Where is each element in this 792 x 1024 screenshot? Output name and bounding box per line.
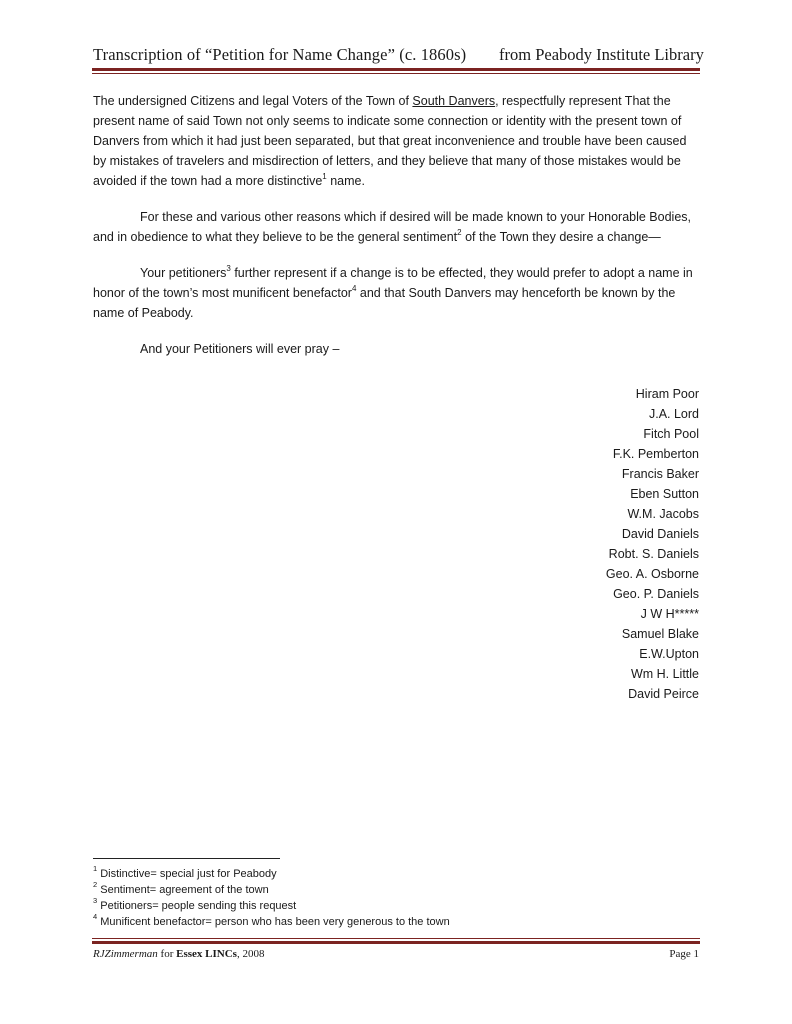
footnote-item: [93, 898, 450, 914]
signature: J.A. Lord: [648, 407, 699, 421]
paragraph-2: [93, 207, 701, 247]
footnote-ref-2: 2: [457, 227, 462, 237]
signature: W.M. Jacobs: [627, 507, 699, 521]
signature: E.W.Upton: [639, 647, 699, 661]
signature: Hiram Poor: [635, 387, 699, 401]
paragraph-4-closing: And your Petitioners will ever pray –: [140, 342, 340, 356]
p1-text-middle: , respectfully represent That the present name of said Town not only seems to indicate some connection or identity with the present town of Danvers from which it had just been separated, but that great inconvenience and trouble have been caused by mistakes of travelers and misdirection of letters, and they believe that many of those mistakes would be avoided if the town had a more distinctive: [93, 94, 687, 188]
signature: Fitch Pool: [643, 427, 699, 441]
footnote-separator: [93, 858, 280, 859]
footnote-number: 3: [93, 896, 98, 906]
page-number: Page 1: [669, 948, 699, 960]
footnote-item: [93, 866, 450, 882]
footer-credit: [93, 948, 264, 960]
footnote-ref-3: 3: [226, 263, 231, 273]
footer-for-word: for: [157, 948, 177, 960]
footnote-number: 4: [93, 912, 98, 922]
footer-year: , 2008: [236, 948, 265, 960]
signature: David Peirce: [628, 687, 699, 701]
p2-text-b: of the Town they desire a change—: [461, 230, 661, 244]
header-rule-thick: [92, 68, 700, 71]
signature: Eben Sutton: [630, 487, 699, 501]
p3-text-b: further represent if a change is to be effected, they would prefer to adopt a name in honor of the town’s most munificent benefactor: [93, 266, 693, 300]
footnote-text: Petitioners= people sending this request: [100, 900, 297, 912]
signature: Geo. A. Osborne: [605, 567, 699, 581]
signature: Geo. P. Daniels: [613, 587, 699, 601]
south-danvers-underlined: South Danvers: [412, 94, 496, 108]
footnote-text: Sentiment= agreement of the town: [100, 884, 269, 896]
footnote-text: Distinctive= special just for Peabody: [100, 868, 277, 880]
header-rule-thin: [92, 73, 700, 74]
signature-list: [606, 384, 699, 704]
signature: Francis Baker: [621, 467, 699, 481]
signature: Robt. S. Daniels: [608, 547, 699, 561]
p1-text-start: The undersigned Citizens and legal Voters of the Town of: [93, 94, 413, 108]
paragraph-1: [93, 91, 701, 191]
p3-text-a: Your petitioners: [140, 266, 227, 280]
footnote-text: Munificent benefactor= person who has been very generous to the town: [100, 916, 450, 928]
header-title: Transcription of “Petition for Name Change” (c. 1860s): [93, 45, 467, 64]
signature: J W H*****: [640, 607, 699, 621]
signature: Samuel Blake: [621, 627, 699, 641]
footnote-ref-1: 1: [322, 171, 327, 181]
footer-author: RJZimmerman: [93, 948, 158, 960]
footer-rule-thin: [92, 938, 700, 939]
footnote-item: [93, 882, 450, 898]
signature: F.K. Pemberton: [612, 447, 699, 461]
p3-text-c: and that South Danvers may henceforth be known by the name of Peabody.: [93, 286, 676, 320]
p1-text-end: name.: [326, 174, 365, 188]
footnote-list: [93, 866, 450, 930]
footnote-number: 1: [93, 864, 98, 874]
petition-body: [93, 91, 701, 359]
footer-org: Essex LINCs: [176, 948, 237, 960]
p2-text-a: For these and various other reasons which if desired will be made known to your Honorable Bodies, and in obedience to what they believe to be the general sentiment: [93, 210, 691, 244]
signature: Wm H. Little: [630, 667, 699, 681]
footnote-ref-4: 4: [351, 283, 357, 293]
footnote-number: 2: [93, 880, 98, 890]
signature: David Daniels: [621, 527, 699, 541]
paragraph-3: [93, 263, 701, 323]
footnote-item: [93, 914, 450, 930]
header-source: from Peabody Institute Library: [499, 45, 704, 64]
footer-rule-thick: [92, 941, 700, 944]
